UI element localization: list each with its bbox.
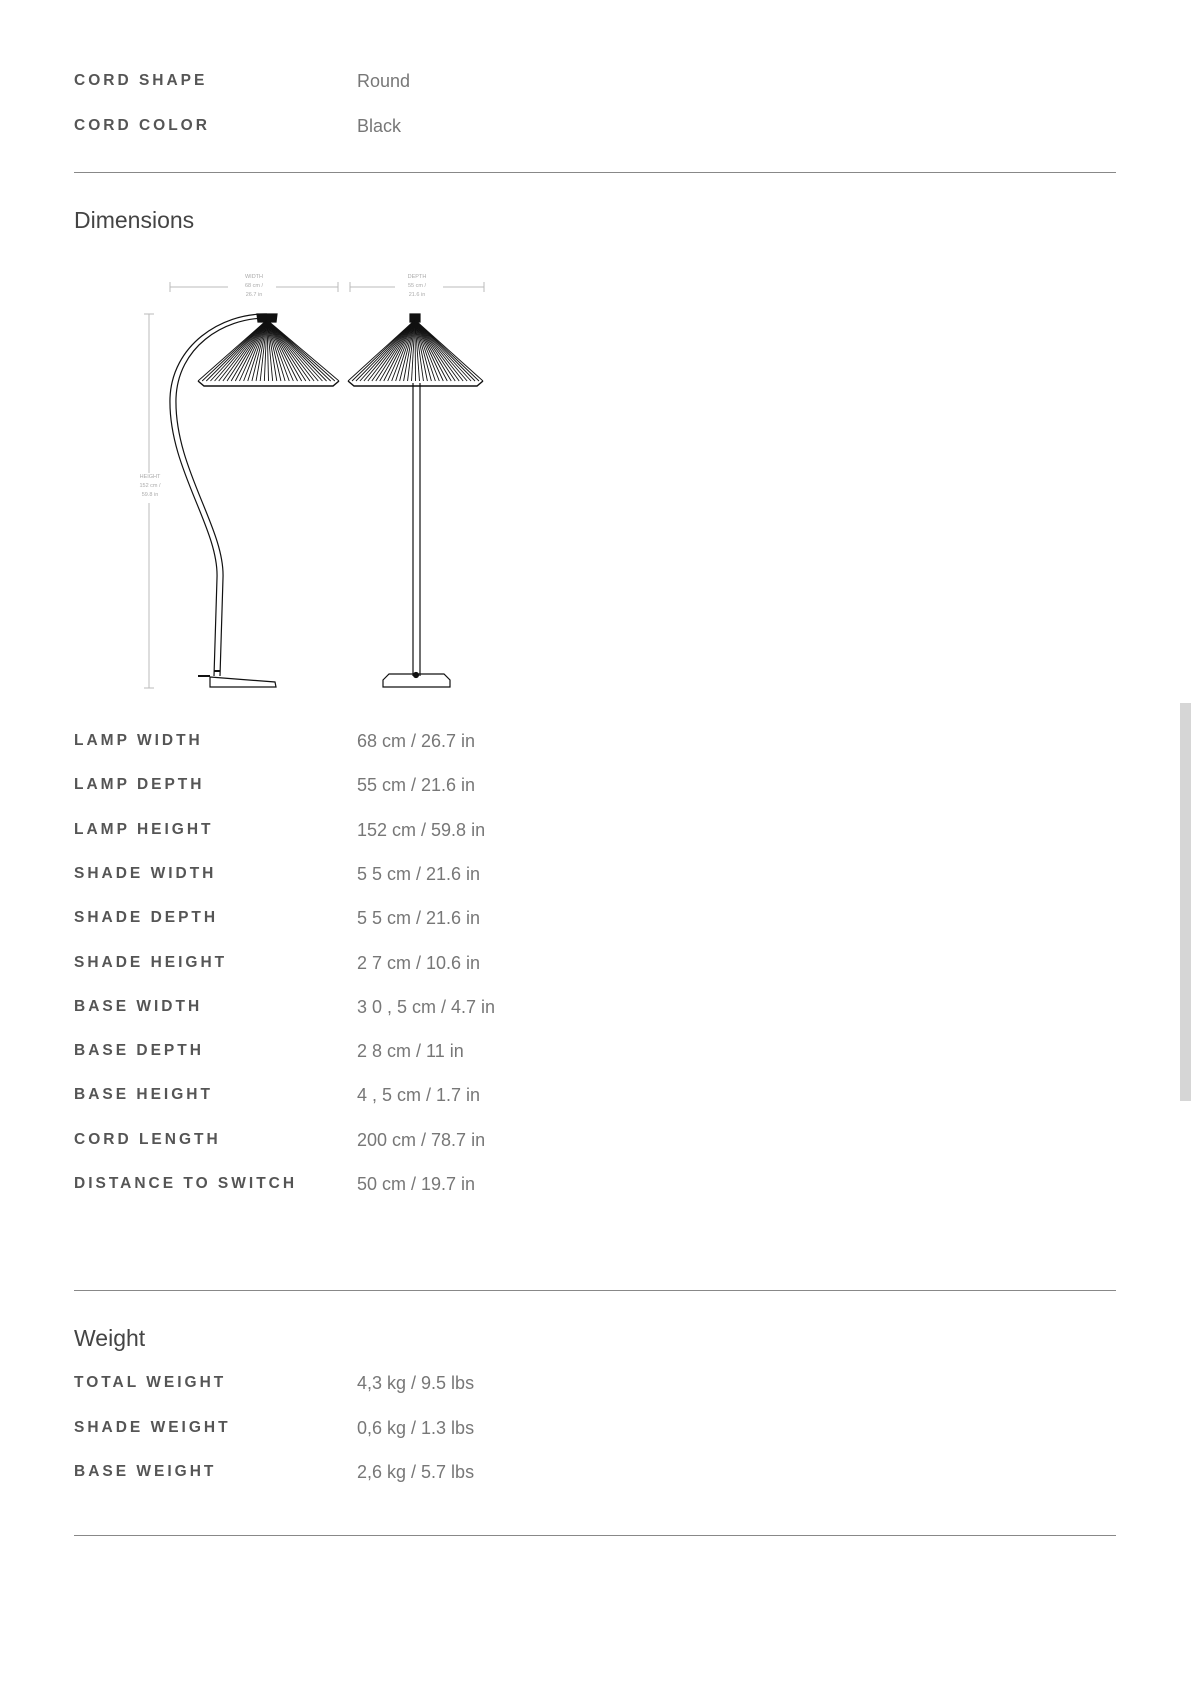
- spec-label: DISTANCE TO SWITCH: [74, 1175, 298, 1192]
- spec-row-cord-color: [74, 114, 774, 138]
- spec-label: BASE HEIGHT: [74, 1086, 213, 1104]
- spec-label: CORD LENGTH: [74, 1130, 221, 1148]
- spec-value: Black: [357, 116, 402, 136]
- width-label-2: 68 cm /: [244, 283, 264, 289]
- depth-label-1: DEPTH: [407, 274, 427, 280]
- section-divider: [74, 1290, 1116, 1291]
- spec-row-cord-length: [74, 1128, 774, 1152]
- spec-value: Round: [357, 71, 411, 91]
- spec-row-base-width: [74, 995, 774, 1019]
- spec-label: SHADE WEIGHT: [74, 1418, 231, 1436]
- spec-value: 2,6 kg / 5.7 lbs: [357, 1462, 475, 1482]
- spec-label: TOTAL WEIGHT: [74, 1374, 227, 1391]
- lamp-dimension-drawing: [130, 268, 510, 698]
- spec-label: CORD COLOR: [74, 117, 210, 134]
- spec-row-shade-weight: [74, 1416, 774, 1440]
- depth-label-2: 55 cm /: [407, 283, 427, 289]
- spec-row-lamp-width: [74, 729, 774, 753]
- spec-value: 5 5 cm / 21.6 in: [357, 908, 481, 929]
- spec-label: BASE WEIGHT: [74, 1463, 217, 1480]
- width-label-1: WIDTH: [244, 274, 264, 280]
- spec-value: 50 cm / 19.7 in: [357, 1174, 476, 1194]
- spec-label: LAMP HEIGHT: [74, 820, 214, 838]
- spec-value: 2 7 cm / 10.6 in: [357, 952, 481, 973]
- spec-row-distance-to-switch: [74, 1172, 774, 1196]
- spec-value: 4,3 kg / 9.5 lbs: [357, 1373, 475, 1393]
- spec-row-base-height: [74, 1083, 774, 1107]
- height-label-1: HEIGHT: [139, 474, 161, 480]
- depth-label-3: 21.6 in: [408, 292, 426, 298]
- spec-value: 200 cm / 78.7 in: [357, 1129, 486, 1150]
- section-divider: [74, 1535, 1116, 1536]
- spec-label: SHADE HEIGHT: [74, 953, 228, 971]
- spec-row-cord-shape: [74, 69, 774, 93]
- spec-row-shade-height: [74, 951, 774, 975]
- spec-row-shade-width: [74, 862, 774, 886]
- spec-value: 152 cm / 59.8 in: [357, 819, 486, 840]
- width-label-3: 26.7 in: [245, 292, 263, 298]
- spec-value: 4 , 5 cm / 1.7 in: [357, 1085, 481, 1106]
- spec-label: BASE WIDTH: [74, 997, 203, 1015]
- spec-value: 0,6 kg / 1.3 lbs: [357, 1417, 475, 1438]
- spec-row-shade-depth: [74, 906, 774, 930]
- spec-label: BASE DEPTH: [74, 1042, 204, 1060]
- spec-label: SHADE WIDTH: [74, 864, 217, 882]
- weight-heading: Weight: [74, 1325, 146, 1351]
- spec-row-base-depth: [74, 1039, 774, 1063]
- dimensions-heading: Dimensions: [74, 207, 195, 233]
- section-divider: [74, 172, 1116, 173]
- scrollbar[interactable]: [1180, 703, 1191, 1101]
- lamp-front-view: [348, 314, 483, 687]
- spec-row-base-weight: [74, 1460, 774, 1484]
- height-label-3: 59.8 in: [141, 492, 159, 498]
- spec-label: LAMP DEPTH: [74, 776, 205, 794]
- spec-value: 2 8 cm / 11 in: [357, 1041, 464, 1062]
- height-label-2: 152 cm /: [139, 483, 161, 489]
- spec-label: CORD SHAPE: [74, 72, 208, 89]
- spec-row-lamp-depth: [74, 773, 774, 797]
- spec-label: LAMP WIDTH: [74, 732, 203, 749]
- spec-row-total-weight: [74, 1371, 774, 1395]
- spec-value: 55 cm / 21.6 in: [357, 775, 476, 796]
- spec-value: 5 5 cm / 21.6 in: [357, 863, 481, 884]
- spec-label: SHADE DEPTH: [74, 909, 219, 927]
- spec-value: 3 0 , 5 cm / 4.7 in: [357, 996, 496, 1017]
- spec-row-lamp-height: [74, 818, 774, 842]
- spec-value: 68 cm / 26.7 in: [357, 731, 476, 751]
- lamp-side-view: [170, 314, 339, 687]
